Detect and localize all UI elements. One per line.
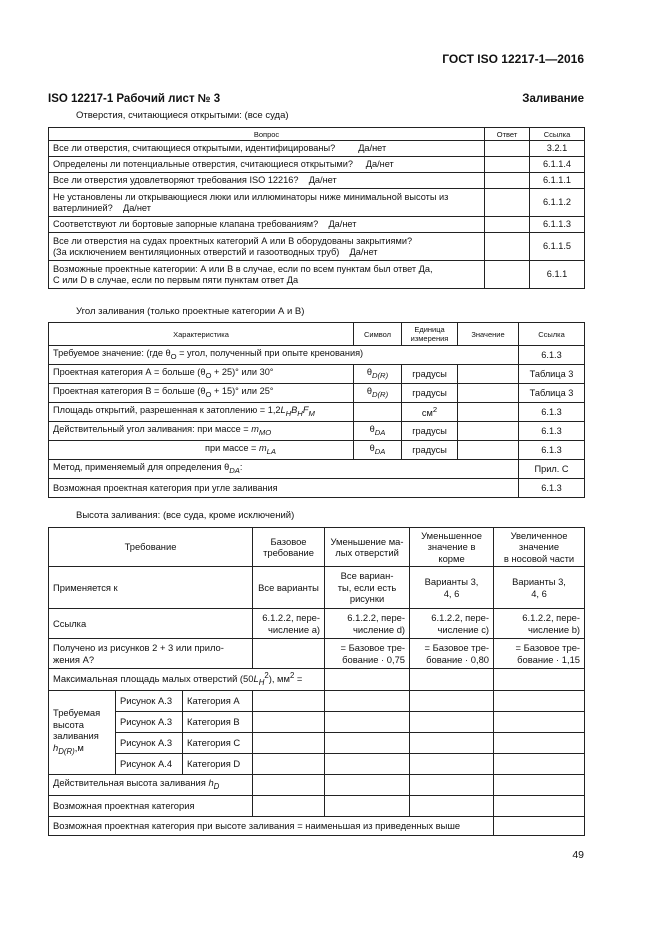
figure-cell: Рисунок А.3 [116,732,183,753]
value-cell[interactable] [325,711,410,732]
value-cell[interactable] [253,753,325,774]
value-cell[interactable] [325,795,410,816]
value-cell[interactable] [458,384,519,403]
header-stern: Уменьшенное значение в корме [410,528,494,567]
value-cell[interactable] [410,732,494,753]
header-reference: Ссылка [530,128,585,141]
value-cell[interactable] [458,403,519,422]
ref-stern: 6.1.2.2, пере- числение с) [410,609,494,639]
applies-stern: Варианты 3, 4, 6 [410,567,494,609]
header-small-openings: Уменьшение ма- лых отверстий [325,528,410,567]
applies-bow: Варианты 3, 4, 6 [494,567,585,609]
value-cell[interactable] [494,732,585,753]
obtained-small: = Базовое тре- бование · 0,75 [325,639,410,669]
question-cell: Определены ли потенциальные отверстия, считающиеся открытыми? Да/нет [49,157,485,173]
question-cell: Соответствуют ли бортовые запорные клапана требованиям? Да/нет [49,217,485,233]
question-cell: Все ли отверстия, считающиеся открытыми, идентифицированы? Да/нет [49,141,485,157]
header-question: Вопрос [49,128,485,141]
value-cell[interactable] [253,690,325,711]
t1-caption: Отверстия, считающиеся открытыми: (все суда) [76,110,289,121]
reference-cell: 6.1.1.2 [530,189,585,217]
unit-cell: $см^2$ [402,403,458,422]
value-cell[interactable] [410,774,494,795]
value-cell[interactable] [325,690,410,711]
category-cell: Категория D [183,753,253,774]
reference-cell: 6.1.3 [519,479,585,498]
value-cell[interactable] [253,732,325,753]
reference-cell: 6.1.1.1 [530,173,585,189]
possible-category-label: Возможная проектная категория [49,795,253,816]
header-symbol: Символ [354,323,402,346]
flooding-angle-table [48,322,585,498]
symbol-cell: $\theta_{D(R)}$ [354,384,402,403]
applies-small: Все вариан- ты, если есть рисунки [325,567,410,609]
flooding-height-table [48,527,585,836]
header-base: Базовое требование [253,528,325,567]
actual-angle-label: Действительный угол заливания: при массе = $m_{MO}$ [49,422,354,441]
required-height-label: Требуемая высота заливания $h_{D(R)},м$ [49,690,116,774]
value-cell[interactable] [253,774,325,795]
ref-base: 6.1.2.2, пере- числение а) [253,609,325,639]
category-cell: Категория В [183,711,253,732]
required-value-label: Требуемое значение: (где $\theta_O$ = угол, полученный при опыте кренования) [49,346,519,365]
value-cell[interactable] [494,711,585,732]
reference-cell: Таблица 3 [519,365,585,384]
header-characteristic: Характеристика [49,323,354,346]
symbol-cell: $\theta_{D(R)}$ [354,365,402,384]
openings-table [48,127,585,289]
value-cell[interactable] [325,732,410,753]
category-b-label: Проектная категория В = больше $(\theta_O + 15)^\circ$ или 25° [49,384,354,403]
value-cell[interactable] [253,711,325,732]
figure-cell: Рисунок А.3 [116,711,183,732]
value-cell[interactable] [410,690,494,711]
empty-cell [410,669,494,691]
value-cell[interactable] [410,711,494,732]
answer-cell[interactable] [485,189,530,217]
header-reference: Ссылка [519,323,585,346]
reference-cell: 6.1.1.4 [530,157,585,173]
doc-code: ГОСТ ISO 12217-1—2016 [442,52,584,66]
question-cell: Все ли отверстия удовлетворяют требования ISO 12216? Да/нет [49,173,485,189]
value-cell[interactable] [325,753,410,774]
category-cell: Категория С [183,732,253,753]
question-cell: Все ли отверстия на судах проектных категорий А или В оборудованы закрытиями? (За исключением вентиляционных отверстий и газоотводных труб) Да/нет [49,233,485,261]
actual-angle-la-label: при массе = $m_{LA}$ [49,441,354,460]
page-number: 49 [572,849,584,861]
header-requirement: Требование [49,528,253,567]
header-value: Значение [458,323,519,346]
t3-caption: Высота заливания: (все суда, кроме исключений) [76,510,295,521]
unit-cell: градусы [402,422,458,441]
ref-small: 6.1.2.2, пере- числение d) [325,609,410,639]
obtained-stern: = Базовое тре- бование · 0,80 [410,639,494,669]
possible-category-label: Возможная проектная категория при угле заливания [49,479,519,498]
unit-cell: градусы [402,365,458,384]
header-answer: Ответ [485,128,530,141]
header-unit: Единица измерения [402,323,458,346]
obtained-bow: = Базовое тре- бование · 1,15 [494,639,585,669]
answer-cell[interactable] [485,157,530,173]
t2-caption: Угол заливания (только проектные категории А и В) [76,306,305,317]
header-bow: Увеличенное значение в носовой части [494,528,585,567]
symbol-cell: $\theta_{DA}$ [354,441,402,460]
category-cell: Категория А [183,690,253,711]
ref-bow: 6.1.2.2, пере- числение b) [494,609,585,639]
value-cell[interactable] [458,441,519,460]
ref-label: Ссылка [49,609,253,639]
figure-cell: Рисунок А.3 [116,690,183,711]
unit-cell: градусы [402,441,458,460]
reference-cell: Таблица 3 [519,384,585,403]
value-cell[interactable] [325,774,410,795]
method-label: Метод, применяемый для определения $\theta_{DA}$: [49,460,519,479]
symbol-cell: $\theta_{DA}$ [354,422,402,441]
max-area-label: Максимальная площадь малых отверстий $(50L_H^2)$, $мм^2$ = [49,669,325,691]
figure-cell: Рисунок А.4 [116,753,183,774]
value-cell[interactable] [410,795,494,816]
max-area-value[interactable] [325,669,410,691]
obtained-label: Получено из рисунков 2 + 3 или прило- жения А? [49,639,253,669]
value-cell[interactable] [494,774,585,795]
answer-cell[interactable] [485,141,530,157]
value-cell[interactable] [494,690,585,711]
reference-cell: Прил. С [519,460,585,479]
value-cell[interactable] [458,365,519,384]
value-cell[interactable] [494,795,585,816]
answer-cell[interactable] [485,173,530,189]
final-value[interactable] [494,816,585,835]
empty-cell [494,669,585,691]
opening-area-label: Площадь открытий, разрешенная к затоплению = $1,2L_HB_HF_M$ [49,403,354,422]
final-category-label: Возможная проектная категория при высоте заливания = наименьшая из приведенных выше [49,816,494,835]
value-cell[interactable] [458,422,519,441]
category-a-label: Проектная категория А = больше $(\theta_O + 25)^\circ$ или 30° [49,365,354,384]
symbol-cell [354,403,402,422]
value-cell[interactable] [494,753,585,774]
answer-cell[interactable] [485,233,530,261]
answer-cell[interactable] [485,217,530,233]
reference-cell: 6.1.3 [519,441,585,460]
value-cell[interactable] [253,795,325,816]
obtained-base[interactable] [253,639,325,669]
reference-cell: 6.1.3 [519,403,585,422]
reference-cell: 6.1.1 [530,261,585,289]
reference-cell: 6.1.3 [519,346,585,365]
answer-cell[interactable] [485,261,530,289]
actual-height-label: Действительная высота заливания $h_D$ [49,774,253,795]
question-cell: Возможные проектные категории: А или В в случае, если по всем пунктам был ответ Да, С или D в случае, если по первым пяти пунктам ответ Да [49,261,485,289]
question-cell: Не установлены ли открывающиеся люки или иллюминаторы ниже минимальной высоты из ватерлинией? Да/нет [49,189,485,217]
reference-cell: 3.2.1 [530,141,585,157]
unit-cell: градусы [402,384,458,403]
reference-cell: 6.1.3 [519,422,585,441]
applies-base: Все варианты [253,567,325,609]
value-cell[interactable] [410,753,494,774]
applies-label: Применяется к [49,567,253,609]
section-title: Заливание [522,93,584,105]
reference-cell: 6.1.1.5 [530,233,585,261]
reference-cell: 6.1.1.3 [530,217,585,233]
sheet-title: ISO 12217-1 Рабочий лист № 3 [48,93,221,105]
